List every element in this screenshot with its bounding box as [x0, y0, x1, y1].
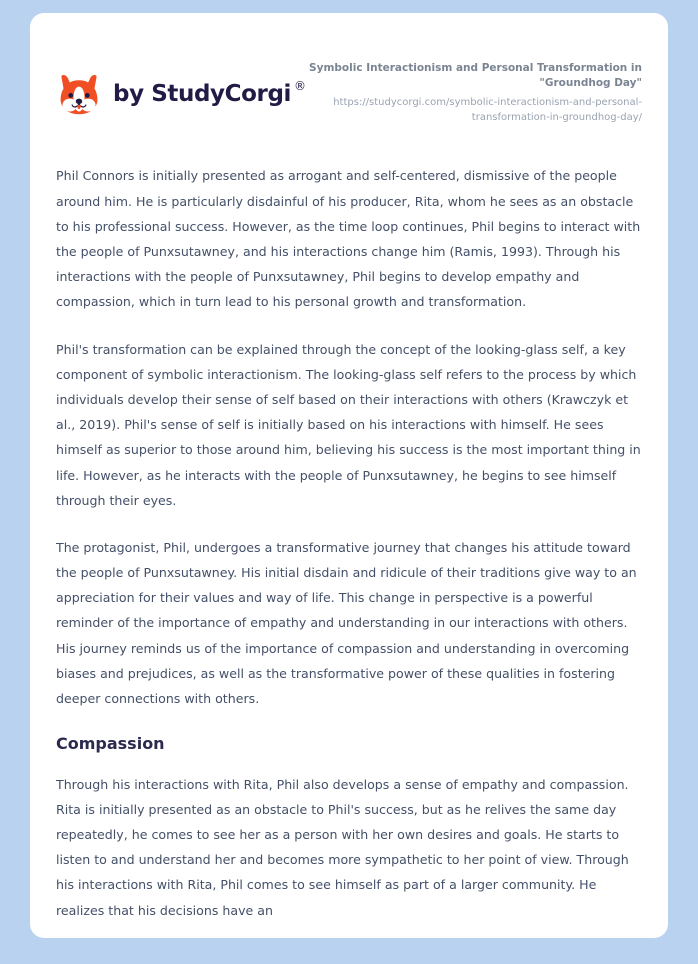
body-paragraph: Through his interactions with Rita, Phil also develops a sense of empathy and compassion. Rita is initially presented as an obstacle to Phil's success, but as he relives the same day repeatedly, he comes to see her as a person with her own desires and goals. He starts to listen to and understand her and becomes more sympathetic to her point of view. Through his interactions with Rita, Phil comes to see himself as part of a larger community. He realizes that his decisions have an [56, 776, 629, 918]
body-paragraph: Phil's transformation can be explained through the concept of the looking-glass self, a key component of symbolic interactionism. The looking-glass self refers to the process by which individuals develop their sense of self based on their interactions with others (Krawczyk et al., 2019). Phil's sense of self is initially based on his interactions with himself. He sees himself as superior to those around him, believing his success is the most important thing in life. However, as he interacts with the people of Punxsutawney, he begins to see himself through their eyes. [56, 341, 641, 508]
brand-name [113, 81, 306, 107]
brand-name-text: by StudyCorgi [113, 81, 292, 107]
document-body [30, 125, 668, 922]
source-url[interactable]: https://studycorgi.com/symbolic-interactionism-and-personal-transformation-in-groundhog-day/ [333, 97, 642, 123]
body-paragraph: Phil Connors is initially presented as arrogant and self-centered, dismissive of the people around him. He is particularly disdainful of his producer, Rita, whom he sees as an obstacle to his professional success. However, as the time loop continues, Phil begins to interact with the people of Punxsutawney, and his interactions change him (Ramis, 1993). Through his interactions with the people of Punxsutawney, Phil begins to develop empathy and compassion, which in turn lead to his personal growth and transformation. [56, 168, 641, 310]
corgi-logo-icon [56, 71, 102, 117]
document-page-card [30, 13, 668, 938]
page-title: Symbolic Interactionism and Personal Transformation in "Groundhog Day" [309, 62, 642, 90]
document-header [30, 13, 668, 125]
section-heading-compassion: Compassion [56, 734, 165, 754]
header-document-meta [306, 57, 642, 125]
brand-logo-block[interactable] [56, 57, 306, 117]
body-paragraph: The protagonist, Phil, undergoes a transformative journey that changes his attitude toward the people of Punxsutawney. His initial disdain and ridicule of their traditions give way to an appreciation for their values and way of life. This change in perspective is a powerful reminder of the importance of empathy and understanding in our interactions with others. His journey reminds us of the importance of compassion and understanding in overcoming biases and prejudices, as well as the transformative power of these qualities in fostering deeper connections with others. [56, 539, 637, 706]
registered-trademark-icon: ® [294, 79, 306, 93]
